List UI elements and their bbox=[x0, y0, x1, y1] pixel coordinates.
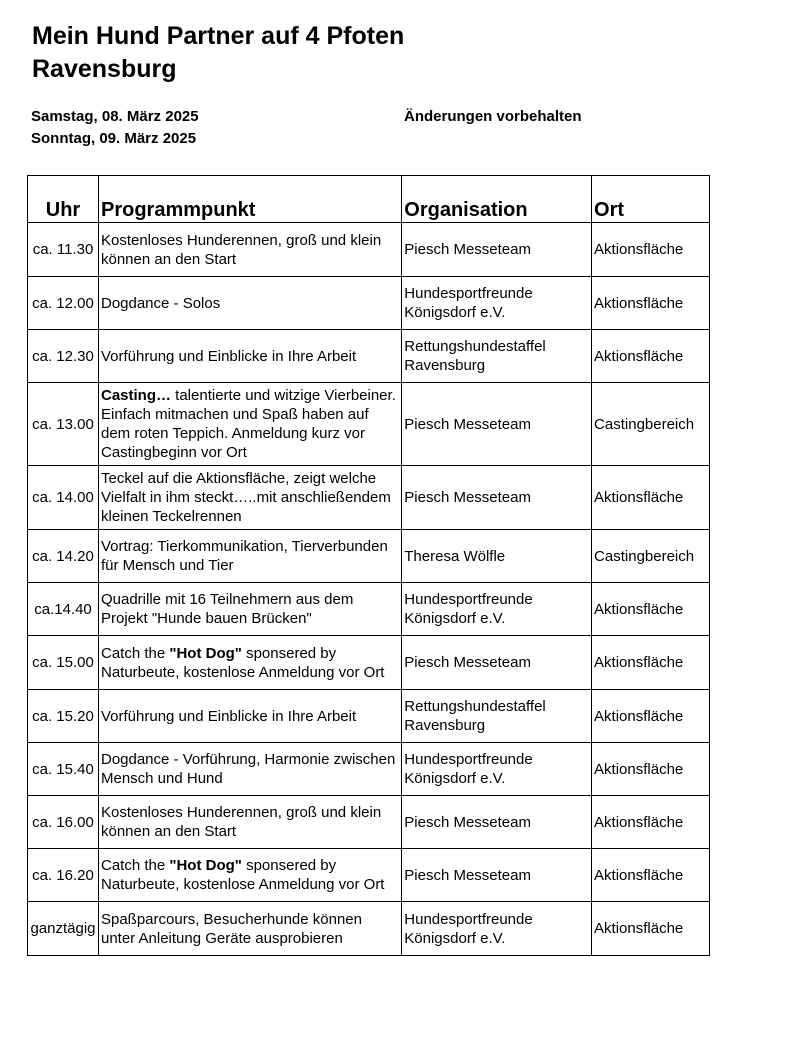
cell-program bbox=[98, 583, 401, 636]
place-text: Aktionsfläche bbox=[594, 241, 684, 258]
cell-time bbox=[28, 383, 99, 466]
organisation-text: Rettungshundestaffel Ravensburg bbox=[404, 698, 546, 734]
organisation-text: Hundesportfreunde Königsdorf e.V. bbox=[404, 591, 533, 627]
cell-program bbox=[98, 466, 401, 530]
cell-place bbox=[592, 466, 710, 530]
cell-time bbox=[28, 583, 99, 636]
cell-organisation bbox=[402, 902, 592, 956]
cell-program bbox=[98, 796, 401, 849]
cell-program bbox=[98, 849, 401, 902]
place-text: Aktionsfläche bbox=[594, 920, 684, 937]
organisation-text: Hundesportfreunde Königsdorf e.V. bbox=[404, 910, 533, 947]
program-text: Teckel auf die Aktionsfläche, zeigt welche Vielfalt in ihm steckt…..mit anschließendem kleinen Teckelrennen bbox=[100, 470, 391, 525]
place-text: Aktionsfläche bbox=[594, 760, 684, 778]
program-bold-text: "Hot Dog" bbox=[169, 857, 242, 874]
program-text: Dogdance - Solos bbox=[100, 294, 221, 312]
cell-place bbox=[592, 583, 710, 636]
cell-place bbox=[592, 530, 710, 583]
cell-organisation bbox=[402, 466, 592, 530]
organisation-text: Rettungshundestaffel Ravensburg bbox=[404, 338, 546, 374]
column-header-program: Programmpunkt bbox=[98, 176, 401, 223]
program-text: Vortrag: Tierkommunikation, Tierverbunden für Mensch und Tier bbox=[100, 538, 388, 574]
organisation-text: Piesch Messeteam bbox=[404, 415, 531, 433]
cell-organisation bbox=[402, 277, 592, 330]
table-row bbox=[28, 636, 710, 690]
table-row bbox=[28, 902, 710, 956]
cell-program bbox=[98, 223, 401, 277]
program-text: Quadrille mit 16 Teilnehmern aus dem Projekt "Hunde bauen Brücken" bbox=[100, 591, 354, 627]
table-row bbox=[28, 583, 710, 636]
cell-place bbox=[592, 902, 710, 956]
column-header-time: Uhr bbox=[28, 176, 99, 223]
cell-time bbox=[28, 223, 99, 277]
program-pre-text: Catch the bbox=[100, 857, 170, 874]
cell-time bbox=[28, 743, 99, 796]
cell-time bbox=[28, 277, 99, 330]
table-row bbox=[28, 277, 710, 330]
cell-time bbox=[28, 330, 99, 383]
organisation-text: Hundesportfreunde Königsdorf e.V. bbox=[404, 285, 533, 321]
table-row bbox=[28, 743, 710, 796]
time-text: ca. 15.40 bbox=[32, 760, 94, 778]
time-text: ca. 12.00 bbox=[32, 294, 94, 312]
program-text: Kostenloses Hunderennen, groß und klein können an den Start bbox=[100, 804, 382, 840]
table-row bbox=[28, 223, 710, 277]
time-text: ca. 15.00 bbox=[32, 654, 94, 671]
cell-place bbox=[592, 383, 710, 466]
organisation-text: Piesch Messeteam bbox=[404, 654, 531, 671]
organisation-text: Piesch Messeteam bbox=[404, 866, 531, 884]
column-header-place: Ort bbox=[592, 176, 710, 223]
time-text: ca. 16.20 bbox=[32, 866, 94, 884]
time-text: ca. 11.30 bbox=[32, 241, 94, 258]
cell-time bbox=[28, 849, 99, 902]
cell-place bbox=[592, 849, 710, 902]
program-pre-text: Catch the bbox=[100, 644, 170, 662]
place-text: Aktionsfläche bbox=[594, 600, 684, 618]
place-text: Castingbereich bbox=[594, 547, 695, 565]
title-line-2: Ravensburg bbox=[32, 55, 177, 83]
cell-program bbox=[98, 902, 401, 956]
cell-organisation bbox=[402, 330, 592, 383]
table-header-row bbox=[28, 176, 710, 223]
program-text: Vorführung und Einblicke in Ihre Arbeit bbox=[100, 707, 357, 725]
place-text: Aktionsfläche bbox=[594, 707, 684, 725]
table-row bbox=[28, 466, 710, 530]
program-bold-text: "Hot Dog" bbox=[169, 644, 242, 662]
cell-place bbox=[592, 223, 710, 277]
cell-organisation bbox=[402, 636, 592, 690]
organisation-text: Piesch Messeteam bbox=[404, 813, 531, 831]
program-bold-text: Casting… bbox=[100, 387, 171, 404]
cell-program bbox=[98, 330, 401, 383]
cell-place bbox=[592, 690, 710, 743]
cell-program bbox=[98, 636, 401, 690]
changes-note: Änderungen vorbehalten bbox=[404, 108, 582, 125]
place-text: Aktionsfläche bbox=[594, 489, 684, 506]
place-text: Aktionsfläche bbox=[594, 654, 684, 671]
table-row bbox=[28, 849, 710, 902]
cell-time bbox=[28, 530, 99, 583]
program-text: sponsered by Naturbeute, kostenlose Anmeldung vor Ort bbox=[100, 644, 385, 681]
time-text: ca. 16.00 bbox=[32, 813, 94, 831]
time-text: ca. 12.30 bbox=[32, 347, 94, 365]
time-text: ca.14.40 bbox=[34, 600, 92, 618]
cell-place bbox=[592, 796, 710, 849]
cell-time bbox=[28, 690, 99, 743]
place-text: Aktionsfläche bbox=[594, 347, 684, 365]
table-row bbox=[28, 530, 710, 583]
cell-time bbox=[28, 796, 99, 849]
organisation-text: Hundesportfreunde Königsdorf e.V. bbox=[404, 751, 533, 787]
cell-organisation bbox=[402, 796, 592, 849]
place-text: Aktionsfläche bbox=[594, 813, 684, 831]
cell-time bbox=[28, 902, 99, 956]
cell-organisation bbox=[402, 223, 592, 277]
cell-program bbox=[98, 530, 401, 583]
organisation-text: Piesch Messeteam bbox=[404, 489, 531, 506]
place-text: Castingbereich bbox=[594, 415, 695, 433]
cell-organisation bbox=[402, 690, 592, 743]
date-saturday: Samstag, 08. März 2025 bbox=[31, 108, 199, 125]
title-line-1: Mein Hund Partner auf 4 Pfoten bbox=[32, 22, 405, 50]
cell-organisation bbox=[402, 743, 592, 796]
date-sunday: Sonntag, 09. März 2025 bbox=[31, 130, 197, 147]
cell-place bbox=[592, 277, 710, 330]
cell-program bbox=[98, 277, 401, 330]
table-row bbox=[28, 383, 710, 466]
program-text: Spaßparcours, Besucherhunde können unter Anleitung Geräte ausprobieren bbox=[100, 910, 362, 947]
cell-organisation bbox=[402, 530, 592, 583]
time-text: ca. 15.20 bbox=[32, 707, 94, 725]
program-text: Dogdance - Vorführung, Harmonie zwischen Mensch und Hund bbox=[100, 751, 396, 787]
program-text: Kostenloses Hunderennen, groß und klein können an den Start bbox=[100, 231, 382, 268]
cell-program bbox=[98, 690, 401, 743]
schedule-table bbox=[27, 175, 710, 956]
table-row bbox=[28, 690, 710, 743]
time-text: ca. 14.00 bbox=[32, 489, 94, 506]
cell-place bbox=[592, 743, 710, 796]
cell-program bbox=[98, 743, 401, 796]
cell-place bbox=[592, 330, 710, 383]
cell-time bbox=[28, 636, 99, 690]
table-row bbox=[28, 796, 710, 849]
program-text: sponsered by Naturbeute, kostenlose Anmeldung vor Ort bbox=[100, 857, 385, 893]
time-text: ca. 13.00 bbox=[32, 415, 94, 433]
organisation-text: Theresa Wölfle bbox=[404, 547, 506, 565]
page-title bbox=[32, 20, 404, 86]
program-text: Vorführung und Einblicke in Ihre Arbeit bbox=[100, 347, 357, 365]
cell-time bbox=[28, 466, 99, 530]
organisation-text: Piesch Messeteam bbox=[404, 241, 531, 258]
table-row bbox=[28, 330, 710, 383]
cell-organisation bbox=[402, 849, 592, 902]
cell-place bbox=[592, 636, 710, 690]
place-text: Aktionsfläche bbox=[594, 866, 684, 884]
time-text: ganztägig bbox=[30, 920, 96, 937]
time-text: ca. 14.20 bbox=[32, 547, 94, 565]
column-header-organisation: Organisation bbox=[402, 176, 592, 223]
cell-organisation bbox=[402, 383, 592, 466]
place-text: Aktionsfläche bbox=[594, 294, 684, 312]
program-text: talentierte und witzige Vierbeiner. Einfach mitmachen und Spaß haben auf dem roten Teppich. Anmeldung kurz vor Castingbeginn vor Ort bbox=[100, 387, 396, 461]
cell-program bbox=[98, 383, 401, 466]
cell-organisation bbox=[402, 583, 592, 636]
